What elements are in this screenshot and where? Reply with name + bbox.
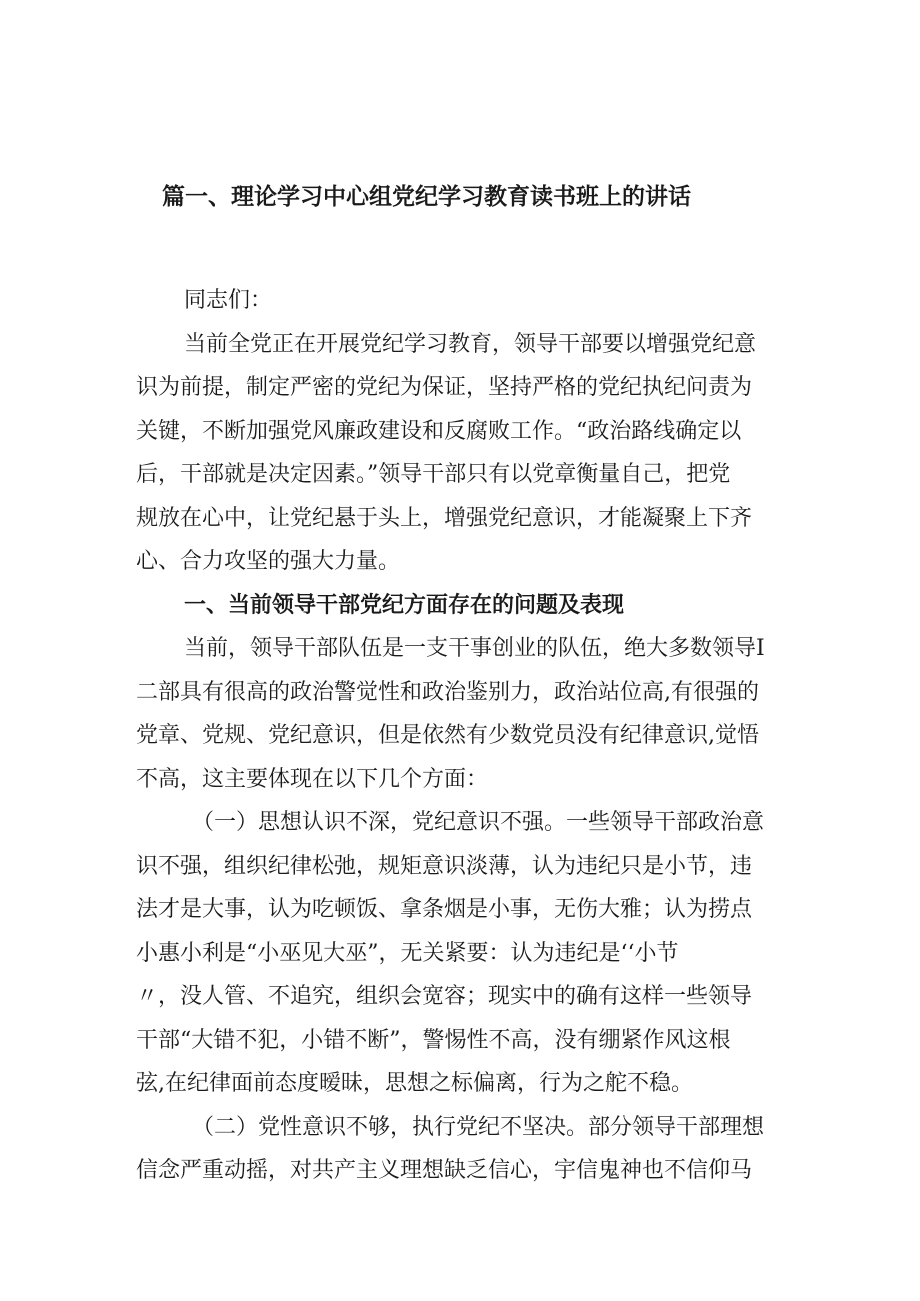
paragraph-line: 关键，不断加强党风廉政建设和反腐败工作。“政治路线确定以 — [136, 418, 742, 444]
paragraph-line: 后，干部就是决定因素。”领导干部只有以党章衡量自己，把党 — [136, 462, 731, 487]
subsection-line: （一）思想认识不深，党纪意识不强。一些领导干部政治意 — [192, 810, 765, 835]
paragraph-line: 当前，领导干部队伍是一支干事创业的队伍，绝大多数领导I — [184, 636, 765, 661]
paragraph-line: 法才是大事，认为吃顿饭、拿条烟是小事，无伤大雅；认为捞点 — [136, 897, 753, 922]
paragraph-line: 〃，没人管、不追究，组织会宽容；现实中的确有这样一些领导 — [136, 984, 753, 1009]
subsection-line: （二）党性意识不够，执行党纪不坚决。部分领导干部理想 — [192, 1114, 765, 1140]
paragraph-line: 信念严重动摇，对共产主义理想缺乏信心，宇信鬼神也不信仰马 — [136, 1158, 753, 1183]
salutation: 同志们： — [184, 288, 273, 313]
paragraph-line: 弦,在纪律面前态度暧昧，思想之标偏离，行为之舵不稳。 — [136, 1071, 693, 1096]
section-heading: 一、当前领导干部党纪方面存在的问题及表现 — [184, 592, 625, 618]
paragraph-line: 规放在心中，让党纪悬于头上，增强党纪意识，才能凝聚上下齐 — [136, 505, 753, 531]
paragraph-line: 不高，这主要体现在以下几个方面： — [136, 766, 489, 792]
paragraph-line: 党章、党规、党纪意识，但是依然有少数党员没有纪律意识,觉悟 — [136, 723, 759, 748]
paragraph-line: 识为前提，制定严密的党纪为保证，坚持严格的党纪执纪问责为 — [136, 375, 753, 400]
paragraph-line: 当前全党正在开展党纪学习教育，领导干部要以增强党纪意 — [184, 331, 757, 357]
paragraph-line: 心、合力攻坚的强大力量。 — [136, 549, 401, 574]
paragraph-line: 二部具有很高的政治警觉性和政治鉴别力，政治站位高,有很强的 — [136, 679, 759, 705]
paragraph-line: 识不强，组织纪律松弛，规矩意识淡薄，认为违纪只是小节，违 — [136, 853, 753, 879]
paragraph-line: 小惠小利是“小巫见大巫”，无关紧要：认为违纪是‘‘小节 — [136, 940, 679, 966]
document-body — [136, 279, 786, 1193]
paragraph-line: 干部“大错不犯，小错不断”，警惕性不高，没有绷紧作风这根 — [136, 1027, 731, 1053]
document-title: 篇一、理论学习中心组党纪学习教育读书班上的讲话 — [162, 184, 691, 210]
